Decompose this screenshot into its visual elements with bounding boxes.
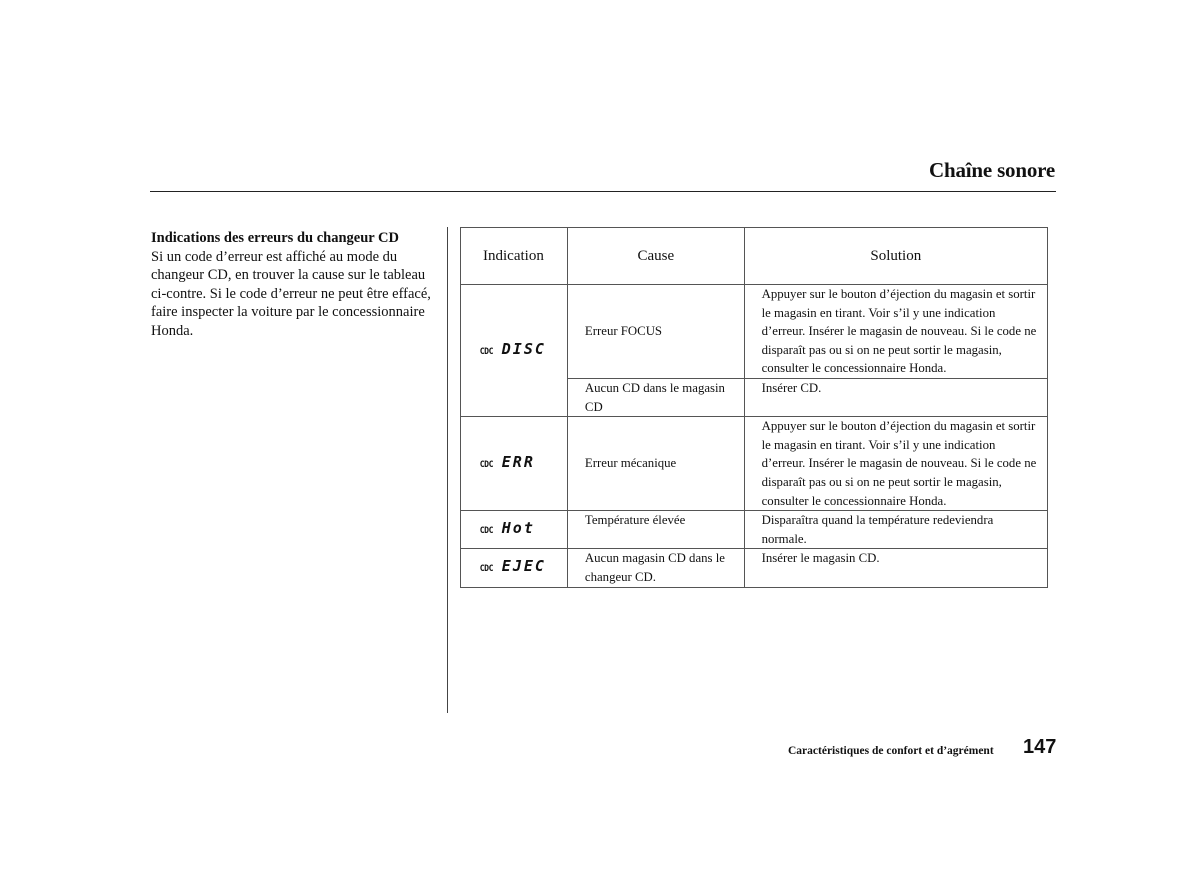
table-row: [461, 417, 1048, 511]
lcd-code: DISC: [501, 339, 546, 358]
lcd-indicator-disc: [479, 340, 546, 362]
indicator-cell: [461, 285, 568, 417]
lcd-code: ERR: [501, 452, 535, 471]
header-cause: Cause: [567, 228, 744, 285]
page-number: 147: [1023, 736, 1057, 758]
table-row: [461, 511, 1048, 549]
solution-cell: Appuyer sur le bouton d’éjection du magasin et sortir le magasin en tirant. Voir s’il y une indication d’erreur. Insérer le magasin de nouveau. Si le code ne disparaît pas ou si on ne peut sortir le magasin, consulter le concessionnaire Honda.: [744, 285, 1047, 379]
lcd-code: EJEC: [501, 557, 546, 576]
column-divider: [447, 227, 448, 713]
cause-cell: Aucun CD dans le magasin CD: [567, 378, 744, 416]
lcd-prefix: CDC: [479, 525, 494, 536]
solution-cell: Insérer le magasin CD.: [744, 549, 1047, 587]
lcd-indicator-hot: [479, 519, 535, 541]
intro-section: [151, 229, 436, 341]
title-rule: [150, 191, 1056, 192]
header-indication: Indication: [461, 228, 568, 285]
solution-cell: Disparaîtra quand la température redeviendra normale.: [744, 511, 1047, 549]
intro-body: Si un code d’erreur est affiché au mode du changeur CD, en trouver la cause sur le tableau ci-contre. Si le code d’erreur ne peut être effacé, faire inspecter la voiture par le concessionnaire Honda.: [151, 248, 431, 339]
lcd-indicator-err: [479, 453, 535, 475]
lcd-prefix: CDC: [479, 346, 494, 357]
cause-cell: [567, 417, 744, 511]
page-title: Chaîne sonore: [929, 158, 1055, 182]
solution-cell: Appuyer sur le bouton d’éjection du magasin et sortir le magasin en tirant. Voir s’il y une indication d’erreur. Insérer le magasin de nouveau. Si le code ne disparaît pas ou si on ne peut sortir le magasin, consulter le concessionnaire Honda.: [744, 417, 1047, 511]
indicator-cell: [461, 549, 568, 587]
table-header-row: [461, 228, 1048, 285]
cause-cell: [567, 285, 744, 379]
table-row: [461, 549, 1048, 587]
footer-section-title: Caractéristiques de confort et d’agrément: [788, 745, 994, 757]
error-table: [460, 227, 1048, 588]
cause-text: Erreur mécanique: [584, 456, 677, 471]
lcd-indicator-ejec: [479, 557, 546, 579]
cause-text: Erreur FOCUS: [584, 324, 663, 338]
indicator-cell: [461, 511, 568, 549]
lcd-code: Hot: [501, 518, 535, 537]
intro-heading: Indications des erreurs du changeur CD: [151, 230, 400, 246]
table-row: [461, 285, 1048, 379]
indicator-cell: [461, 417, 568, 511]
lcd-prefix: CDC: [479, 459, 494, 470]
solution-cell: Insérer CD.: [744, 378, 1047, 416]
cause-cell: Aucun magasin CD dans le changeur CD.: [567, 549, 744, 587]
lcd-prefix: CDC: [479, 564, 494, 575]
header-solution: Solution: [744, 228, 1047, 285]
cause-cell: Température élevée: [567, 511, 744, 549]
